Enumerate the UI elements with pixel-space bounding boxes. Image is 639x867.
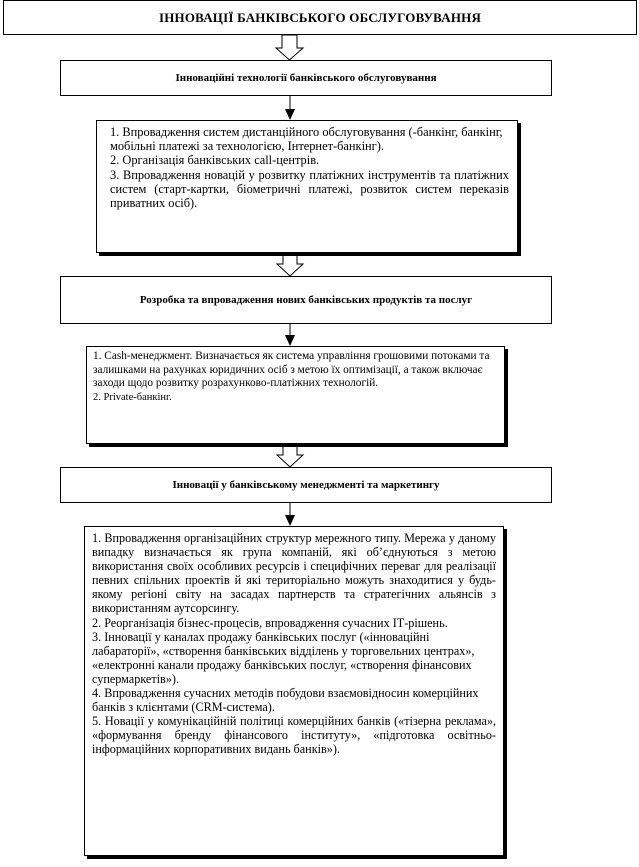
section-3-heading-text: Інновації у банківському менеджменті та маркетингу (172, 479, 440, 491)
arrow-down-3 (285, 503, 295, 526)
hollow-arrow-1 (276, 35, 303, 60)
hollow-arrow-3 (277, 444, 303, 467)
diagram-title-text: ІННОВАЦІЇ БАНКІВСЬКОГО ОБСЛУГОВУВАННЯ (158, 9, 482, 25)
section-3-item-2: 2. Реорганізація бізнес-процесів, впровадження сучасних ІТ-рішень. (92, 615, 448, 630)
section-2-heading-text: Розробка та впровадження нових банківських продуктів та послуг (139, 294, 473, 306)
section-2-items (86, 346, 505, 444)
section-1-item-3: 3. Впровадження новацій у розвитку платіжних інструментів та платіжних систем (старт-картки, біометричні платежі, розвиток систем переказів приватних осіб). (110, 167, 509, 211)
section-3-item-5: 5. Новації у комунікаційній політиці комерційних банків («тізерна реклама», «формування бренду фінансового інституту», «підготовка освітньо-інформаційних корпоративних видань банків»). (92, 714, 496, 757)
arrow-down-2 (285, 324, 295, 346)
section-1-item-1: 1. Впровадження систем дистанційного обслуговування (-банкінг, банкінг, мобільні платежі за технологією, Інтернет-банкінг). (110, 125, 503, 154)
arrow-down-1 (285, 96, 295, 120)
section-1-heading (60, 60, 552, 96)
diagram-title (3, 0, 637, 35)
section-1-items (96, 120, 518, 253)
section-3-item-3: 3. Інновації у каналах продажу банківських послуг («інноваційні лабараторії», «створення банківських відділень у торговельних центрах», «електронні канали продажу банківських послуг, «створення фінансових супермаркетів»). (92, 629, 475, 686)
section-2-heading (60, 276, 552, 324)
section-3-heading (60, 467, 552, 503)
section-3-items (84, 526, 504, 856)
section-3-item-4: 4. Впровадження сучасних методів побудови взаємовідносин комерційних банків з клієнтами (CRM-система). (92, 686, 479, 715)
hollow-arrow-2 (277, 253, 303, 276)
section-1-item-2: 2. Організація банківських call-центрів. (110, 153, 320, 168)
section-1-heading-text: Інноваційні технології банківського обслуговування (175, 72, 437, 84)
section-3-item-1: 1. Впровадження організаційних структур мережного типу. Мережа у даному випадку визначається як група компаній, які об’єднуються з метою використання своїх особливих ресурсів і специфічних переваг для реалізації певних спільних проектів й які територіально можуть знаходитися у будь-якому регіоні світу на засадах партнерств та стратегічних альянсів з використанням аутсорсингу. (92, 531, 496, 616)
section-2-item-2: 2. Private-банкінг. (93, 391, 172, 403)
section-2-item-1: 1. Cash-менеджмент. Визначається як система управління грошовими потоками та залишками на рахунках юридичних осіб з метою їх оптимізації, а також включає заходи щодо розвитку розрахунково-платіжних технологій. (93, 350, 490, 390)
